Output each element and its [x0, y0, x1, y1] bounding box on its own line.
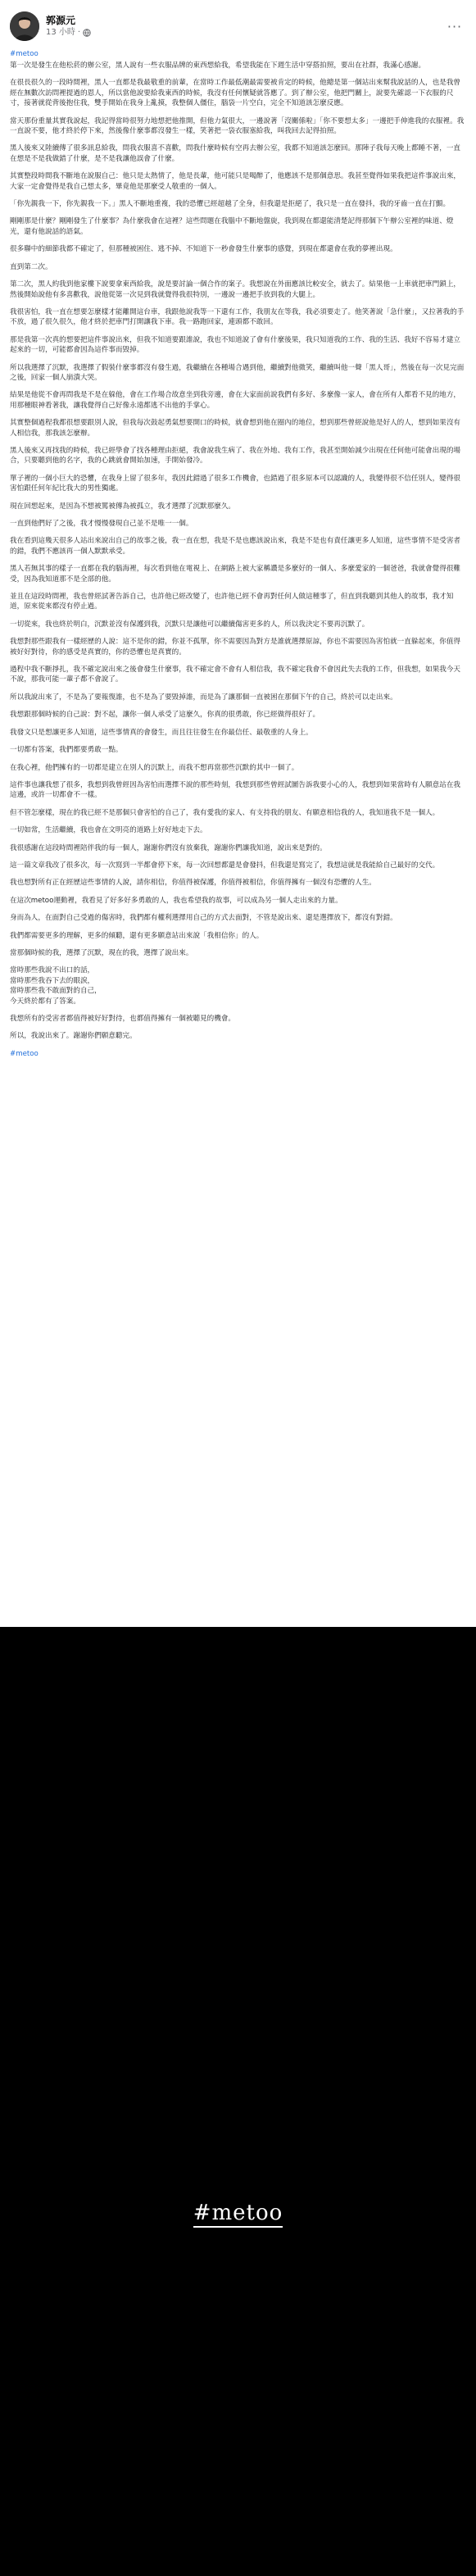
- post-paragraph: 並且在這段時間裡，我也曾經試著告訴自己，也許他已經改變了，也許他已經不會再對任何人做這種事了，但直到我聽到其他人的故事，我才知道，原來從來都沒有停止過。: [10, 593, 454, 611]
- post-paragraph: 其實整段時間我不斷地在說服自己：他只是太熱情了，他是長輩，他可能只是喝醉了，他應該不是那個意思。我甚至覺得如果我把這件事說出來，大家一定會覺得是我自己想太多，畢竟他是那麼受人敬重的一個人。: [10, 172, 461, 191]
- post-paragraph: 所以，我說出來了。謝謝你們願意聽完。: [10, 1032, 137, 1041]
- post-paragraph: 黑人若無其事的樣子一直都在我的腦海裡，每次看到他在電視上、在網路上被大家稱讚是多麼好的一個人、多麼愛家的一個爸爸，我就會覺得很難受，因為我知道那不是全部的他。: [10, 565, 461, 584]
- post-paragraph: 現在回想起來，是因為不想被罵被傳為被孤立，我才選擇了沉默那麼久。: [10, 502, 236, 511]
- post-paragraph: 這件事也讓我想了很多，我想到我曾經因為害怕而選擇不說的那些時刻，我想到那些曾經試圖告訴我要小心的人，我想到如果當時有人願意站在我這邊，或許一切都會不一樣。: [10, 780, 461, 800]
- post-paragraph: 但不管怎麼樣，現在的我已經不是那個只會害怕的自己了，我有愛我的家人、有支持我的朋友、有願意相信我的人，我知道我不是一個人。: [10, 808, 440, 817]
- post-paragraph: 我發文只是想讓更多人知道，這些事情真的會發生，而且往往發生在你最信任、最敬重的人身上。: [10, 728, 313, 737]
- post-paragraph: 在這次metoo運動裡，我看見了好多好多勇敢的人，我也希望我的故事，可以成為另一個人走出來的力量。: [10, 896, 342, 905]
- post-body: [10, 61, 466, 1042]
- post-paragraph: 我也想對所有正在經歷這些事情的人說，請你相信，你值得被保護，你值得被相信，你值得擁有一個沒有恐懼的人生。: [10, 879, 376, 888]
- post-paragraph: 所以我選擇了沉默，我選擇了假裝什麼事都沒有發生過，我繼續在各種場合遇到他，繼續對他微笑，繼續叫他一聲「黑人哥」，然後在每一次見完面之後，回家一個人崩潰大哭。: [10, 363, 465, 382]
- post-paragraph: 結果是他從不會再問我是不是在躲他，會在工作場合故意坐到我旁邊，會在大家面前說我們有多好、多麼像一家人，會在所有人都看不見的地方，用那種眼神看著我，讓我覺得自己好像永遠都逃不出他的手掌心。: [10, 391, 461, 410]
- post-paragraph: 我想對那些跟我有一樣經歷的人說：這不是你的錯，你並不孤單，你不需要因為對方是誰就選擇原諒，你也不需要因為害怕就一直躲起來，你值得被好好對待，你的感受是真實的，你的恐懼也是真實的。: [10, 638, 461, 656]
- post-paragraph: 我在看到這幾天很多人站出來說出自己的故事之後，我一直在想，我是不是也應該說出來，我是不是也有責任讓更多人知道，這些事情不是受害者的錯，我們不應該再一個人默默承受。: [10, 537, 461, 556]
- image-caption-text: #metoo: [193, 2201, 283, 2228]
- hashtag-link[interactable]: #metoo: [10, 50, 39, 58]
- post-time[interactable]: 13 小時: [46, 28, 75, 37]
- post-paragraph: 「你先親我一下，你先親我一下。」黑人不斷地重複，我的恐懼已經超越了全身，但我還是拒絕了，我只是一直在發抖，我的牙齒一直在打顫。: [10, 200, 451, 209]
- post-paragraph: 一切都有答案，我們都要勇敢一點。: [10, 746, 123, 755]
- post-meta: [46, 27, 91, 39]
- meta-separator: ·: [77, 28, 81, 37]
- post-paragraph: 我想跟那個時候的自己說：對不起，讓你一個人承受了這麼久，你真的很勇敢，你已經做得很好了。: [10, 711, 320, 720]
- post-image[interactable]: [0, 1627, 476, 2576]
- globe-icon: [83, 29, 91, 37]
- post-paragraph: 其實整個過程我都很想要跟別人說，但我每次鼓起勇氣想要開口的時候，就會想到他在圈內的地位，想到那些曾經說他是好人的人，想到如果沒有人相信我，那我該怎麼辦。: [10, 419, 461, 438]
- post-paragraph: 當那個時候的我，選擇了沉默，現在的我，選擇了說出來。: [10, 948, 193, 957]
- post-paragraph: 直到第二次。: [10, 262, 52, 271]
- post-paragraph: 在很長很久的一段時間裡，黑人一直都是我最敬重的前輩，在當時工作最低潮最需要被肯定的時候，他總是第一個站出來幫我說話的人，也是我曾經在無數次訪問裡提過的恩人，所以當他說要給我東西的時候，我沒有任何懷疑就答應了。到了辦公室，他把門關上，說要先確認一下衣服的尺寸，接著就從背後抱住我，雙手開始在我身上亂摸，我整個人僵住，腦袋一片空白，完全不知道該怎麼反應。: [10, 79, 461, 108]
- avatar-image: [10, 11, 39, 41]
- post-paragraph: 過程中我不斷掙扎，我不確定說出來之後會發生什麼事，我不確定會不會有人相信我，我不確定我會不會因此失去我的工作，但我想，如果我今天不說，那我可能一輩子都不會說了。: [10, 666, 461, 684]
- post-paragraph: 一切從來，我也終於明白，沉默並沒有保護到我，沉默只是讓他可以繼續傷害更多的人，所以我決定不要再沉默了。: [10, 620, 369, 629]
- post-paragraph: 我很感謝在這段時間裡陪伴我的每一個人，謝謝你們沒有放棄我，謝謝你們讓我知道，說出來是對的。: [10, 843, 327, 852]
- post-paragraph: 我想所有的受害者都值得被好好對待，也都值得擁有一個被聽見的機會。: [10, 1015, 236, 1023]
- post-paragraph: 那是我第一次真的想要把這件事說出來，但我不知道要跟誰說，我也不知道說了會有什麼後果，我只知道我的工作、我的生活、我好不容易才建立起來的一切，可能都會因為這件事而毀掉。: [10, 335, 461, 355]
- post-paragraph: 第一次是發生在他松菸的辦公室，黑人說有一些衣服品牌的東西想給我，希望我能在下週生活中穿搭拍照，要出在社群，我滿心感謝。: [10, 61, 426, 70]
- post-header-text: [46, 14, 91, 39]
- post-paragraph: 一切如常，生活繼續，我也會在文明亮的道路上好好地走下去。: [10, 826, 207, 835]
- post-paragraph: 一直到他們好了之後，我才慢慢發現自己並不是唯一一個。: [10, 520, 193, 528]
- post-paragraph: 黑人後來又陸續傳了很多訊息給我，問我衣服喜不喜歡，問我什麼時候有空再去辦公室，我都不知道該怎麼回。那陣子我每天晚上都睡不著，一直在想是不是我做錯了什麼，是不是我讓他誤會了什麼。: [10, 144, 461, 163]
- post-paragraph: 在我心裡，他們擁有的一切都是建立在別人的沉默上，而我不想再當那些沉默的其中一個了。: [10, 763, 299, 772]
- post-paragraph: 當時那些我說不出口的話， 當時那些我吞下去的眼淚， 當時那些我不敢面對的自己， 今天終於都有了答案。: [10, 966, 102, 1006]
- post-paragraph: 所以我說出來了，不是為了要報復誰，也不是為了要毀掉誰，而是為了讓那個一直被困在那個下午的自己，終於可以走出來。: [10, 693, 397, 702]
- author-name[interactable]: 郭源元: [46, 15, 76, 26]
- post-paragraph: 這一篇文章我改了很多次，每一次寫到一半都會停下來，每一次回想都還是會發抖，但我還是寫完了，我想這就是我能給自己最好的交代。: [10, 861, 440, 870]
- post-paragraph: 剛剛那是什麼？剛剛發生了什麼事？為什麼我會在這裡？這些問題在我腦中不斷地盤旋，我到現在都還能清楚記得那個下午辦公室裡的味道、燈光，還有他說話的語氣。: [10, 217, 454, 236]
- post-paragraph: 黑人後來又再找我的時候，我已經學會了找各種理由拒絕，我會說我生病了、我在外地、我有工作，我甚至開始減少出現在任何他可能會出現的場合，只要聽到他的名字，我的心跳就會開始加速，手開始發冷。: [10, 446, 461, 466]
- more-options-icon: ···: [447, 18, 463, 34]
- image-caption: [0, 2201, 476, 2225]
- post-paragraph: 我很害怕，我一直在想要怎麼樣才能離開這台車，我跟他說我等一下還有工作，我朋友在等我，我必須要走了。他笑著說「急什麼」，又拉著我的手不放，過了很久很久，他才終於把車門打開讓我下車。我一路跑回家，連頭都不敢回。: [10, 307, 465, 327]
- post-paragraph: 我們都需要更多的理解，更多的傾聽，還有更多願意站出來說「我相信你」的人。: [10, 931, 264, 940]
- post-paragraph: 單子裡的一個小巨大的恐懼，在我身上留了很多年，我因此錯過了很多工作機會，也錯過了很多原本可以認識的人，我變得很不信任別人，變得很害怕跟任何年紀比我大的男性獨處。: [10, 474, 461, 493]
- post-paragraph: 第二次，黑人約我到他家樓下說要拿東西給我，說是要討論一個合作的案子。我想說在外面應該比較安全，就去了。結果他一上車就把車門鎖上，然後開始說他有多喜歡我，說他從第一次見到我就覺得我很特別，一邊說一邊把手放到我的大腿上。: [10, 280, 461, 299]
- post-header: [10, 0, 466, 48]
- post-paragraph: 很多聯中的細節我都不確定了，但那種被困住、逃不掉、不知道下一秒會發生什麼事的感覺，到現在都還會在我的夢裡出現。: [10, 245, 397, 254]
- avatar[interactable]: [10, 11, 39, 41]
- post-paragraph: 身而為人，在面對自己受過的傷害時，我們都有權利選擇用自己的方式去面對，不管是說出來、還是選擇放下，都沒有對錯。: [10, 914, 397, 923]
- hashtag-link-bottom[interactable]: #metoo: [10, 1049, 39, 1058]
- post-paragraph: 當天那份重量其實我說起，我記得當時很努力地想把他推開，但他力氣很大，一邊說著「沒關係啦」「你不要想太多」一邊把手伸進我的衣服裡。我一直說不要，他才終於停下來，然後像什麼事都沒發生一樣，笑著把一袋衣服塞給我，叫我回去記得拍照。: [10, 116, 465, 136]
- more-options-button[interactable]: [443, 15, 466, 38]
